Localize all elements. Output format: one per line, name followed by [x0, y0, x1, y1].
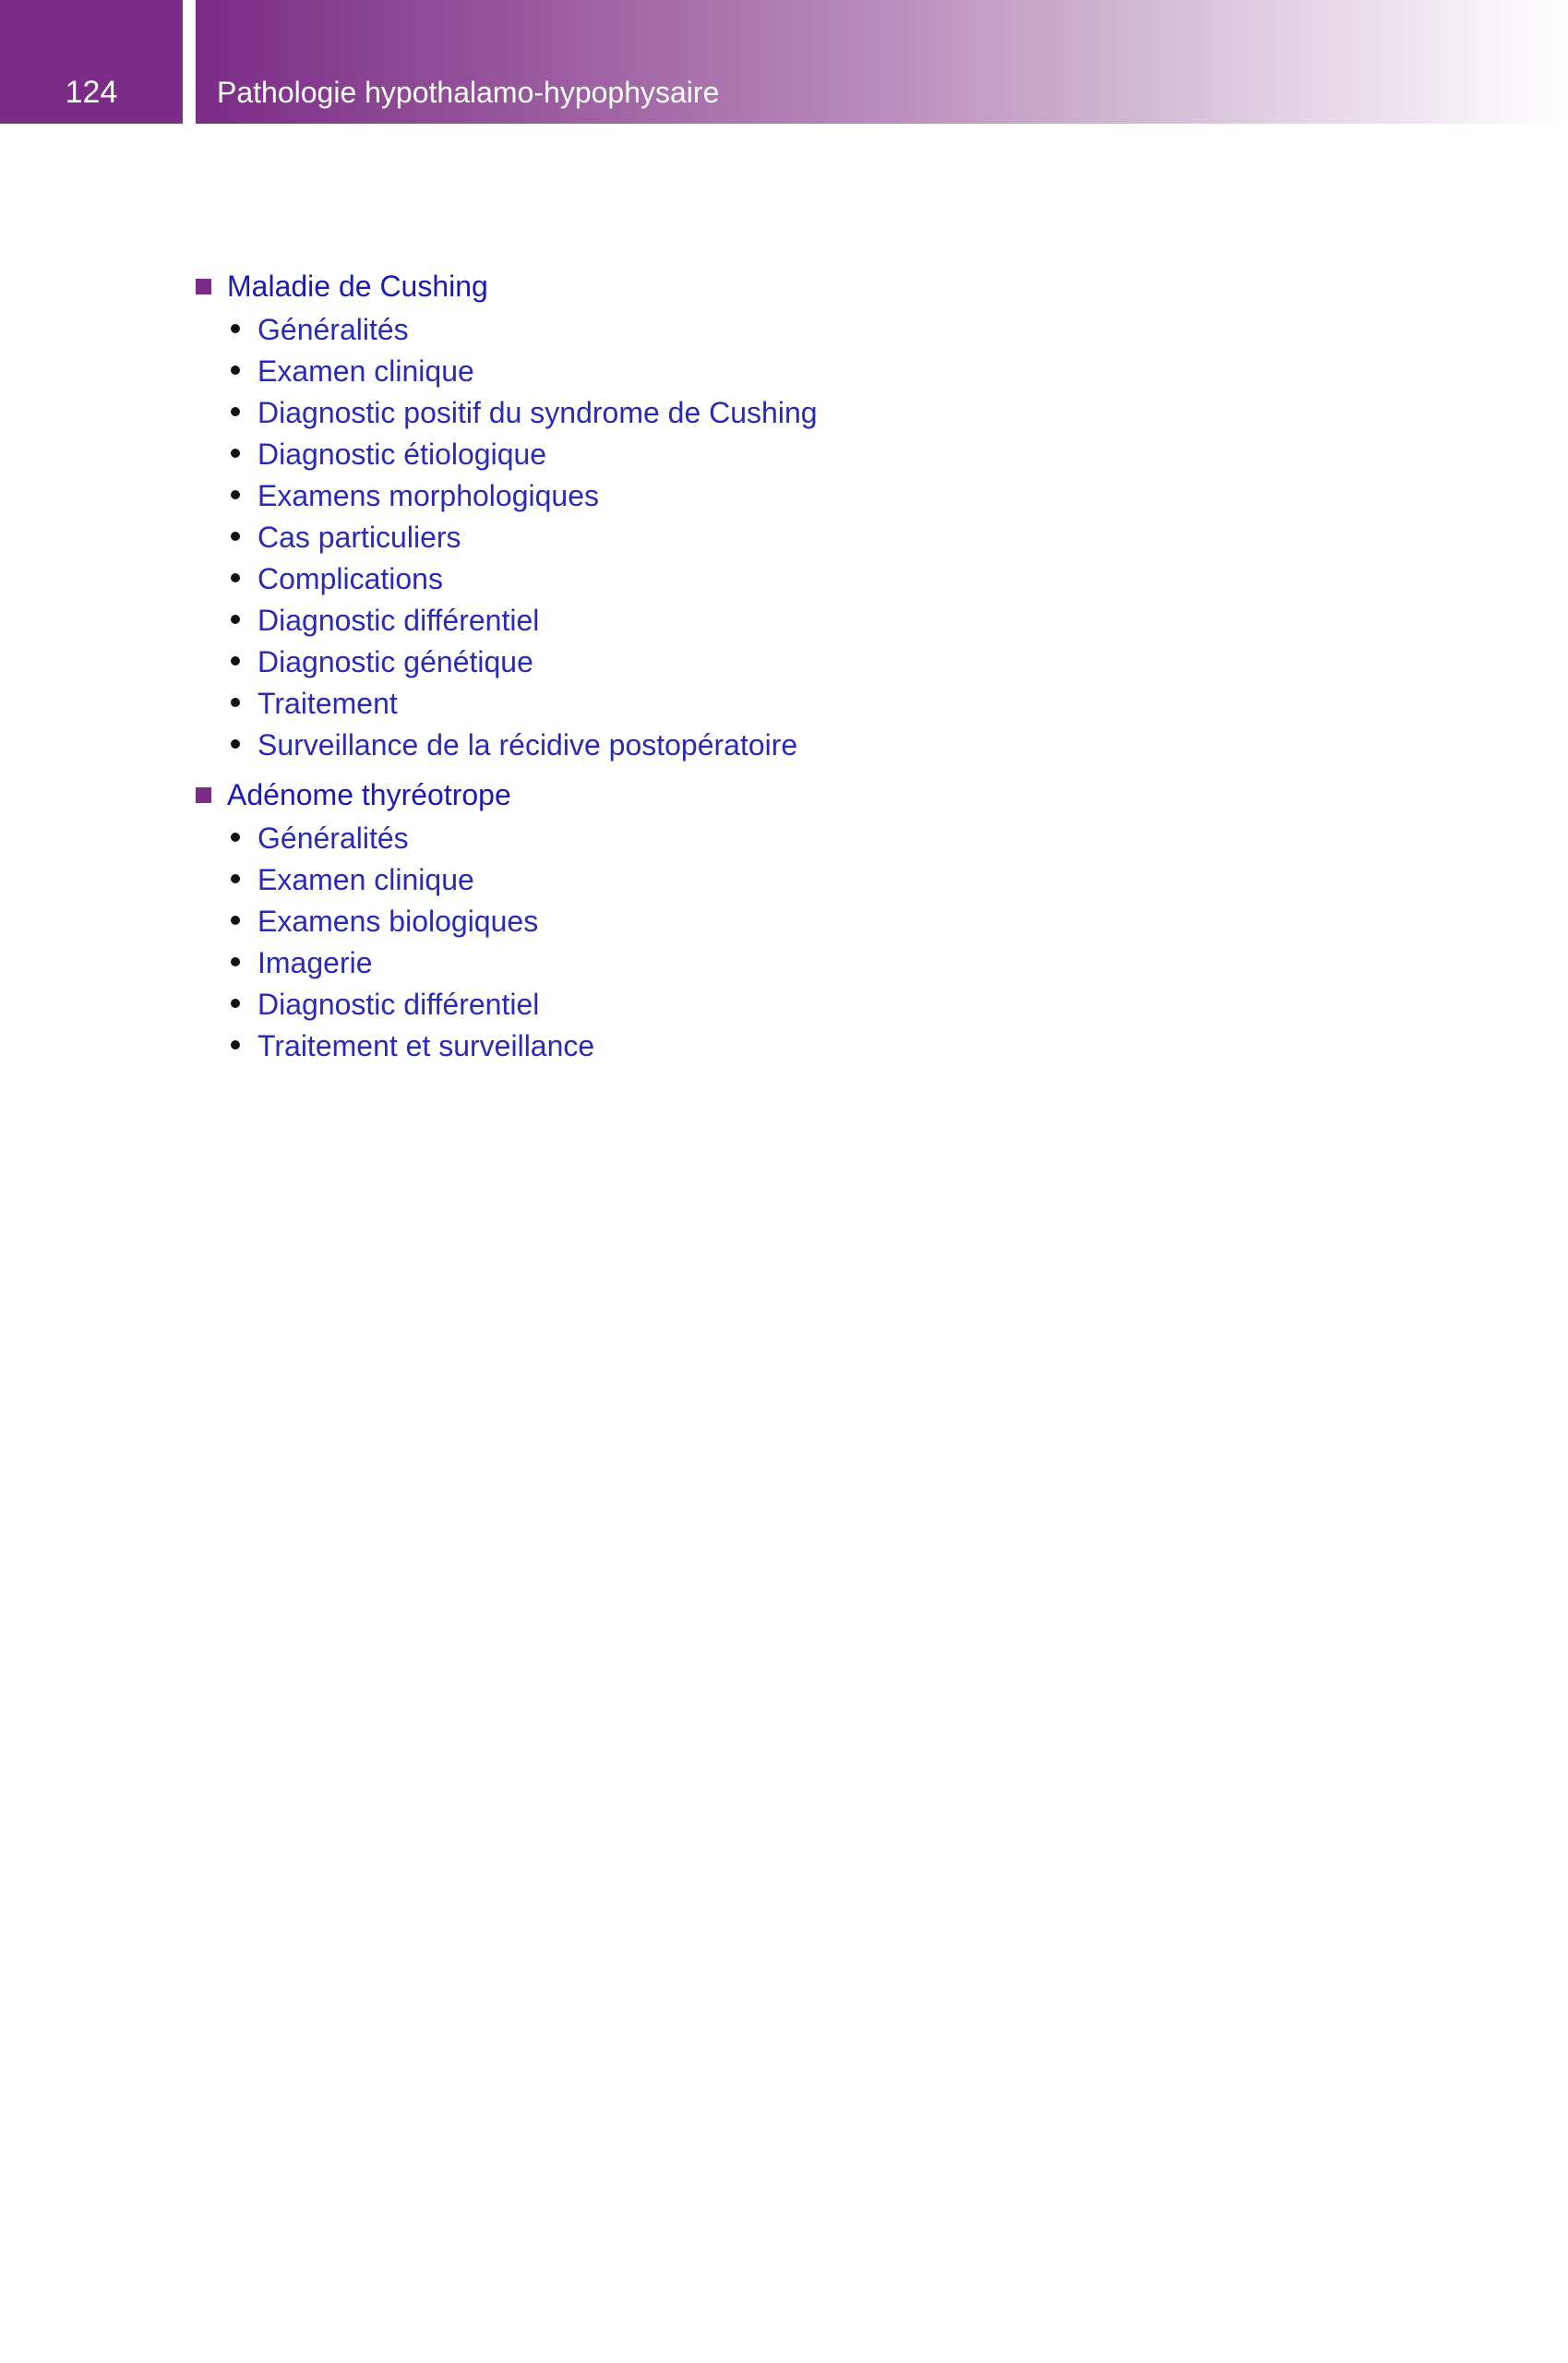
square-bullet-icon — [196, 279, 211, 294]
toc-item-label: Diagnostic positif du syndrome de Cushing — [257, 396, 818, 429]
toc-item[interactable] — [196, 475, 1303, 517]
bullet-icon — [231, 1040, 240, 1050]
bullet-icon — [231, 532, 240, 541]
toc-item[interactable] — [196, 351, 1303, 392]
toc-item[interactable] — [196, 984, 1303, 1026]
toc-item[interactable] — [196, 683, 1303, 725]
bullet-icon — [231, 366, 240, 375]
bullet-icon — [231, 957, 240, 966]
bullet-icon — [231, 490, 240, 499]
bullet-icon — [231, 324, 240, 333]
header-divider — [183, 0, 196, 124]
toc-item[interactable] — [196, 818, 1303, 859]
bullet-icon — [231, 739, 240, 749]
toc-item-label: Cas particuliers — [257, 521, 461, 554]
square-bullet-icon — [196, 787, 211, 803]
toc-item[interactable] — [196, 725, 1303, 766]
toc-item[interactable] — [196, 642, 1303, 683]
toc-item[interactable] — [196, 1026, 1303, 1067]
bullet-icon — [231, 698, 240, 707]
toc-item[interactable] — [196, 434, 1303, 475]
bullet-icon — [231, 916, 240, 925]
section-title: Adénome thyréotrope — [227, 778, 511, 811]
toc-item-label: Traitement — [257, 687, 398, 720]
toc-item-label: Diagnostic différentiel — [257, 988, 540, 1021]
toc-item[interactable] — [196, 859, 1303, 901]
section-heading[interactable] — [196, 772, 1303, 818]
toc-section-thyreotrope — [196, 772, 1303, 1067]
toc-item-label: Généralités — [257, 822, 409, 855]
section-title: Maladie de Cushing — [227, 270, 488, 303]
toc-item-label: Diagnostic étiologique — [257, 438, 547, 471]
toc-item-label: Complications — [257, 562, 443, 595]
page-header — [0, 0, 1568, 124]
toc-item-label: Imagerie — [257, 946, 373, 979]
bullet-icon — [231, 874, 240, 883]
toc-item-label: Examens biologiques — [257, 905, 539, 938]
toc-item-label: Généralités — [257, 313, 409, 346]
toc-item-label: Examen clinique — [257, 354, 474, 388]
toc-item[interactable] — [196, 600, 1303, 642]
bullet-icon — [231, 833, 240, 842]
toc-item-label: Surveillance de la récidive postopératoire — [257, 728, 798, 762]
page-number: 124 — [65, 75, 118, 110]
toc-item[interactable] — [196, 517, 1303, 558]
bullet-icon — [231, 449, 240, 458]
bullet-icon — [231, 999, 240, 1008]
toc-item[interactable] — [196, 942, 1303, 984]
toc-item[interactable] — [196, 901, 1303, 942]
toc-item-label: Diagnostic différentiel — [257, 604, 540, 637]
bullet-icon — [231, 407, 240, 416]
bullet-icon — [231, 573, 240, 582]
section-heading[interactable] — [196, 263, 1303, 309]
bullet-icon — [231, 615, 240, 624]
toc-item[interactable] — [196, 392, 1303, 434]
table-of-contents — [196, 263, 1303, 1073]
toc-item-label: Examen clinique — [257, 863, 474, 896]
toc-item-label: Examens morphologiques — [257, 479, 599, 512]
bullet-icon — [231, 656, 240, 666]
toc-item[interactable] — [196, 309, 1303, 351]
toc-item[interactable] — [196, 558, 1303, 600]
toc-item-label: Traitement et surveillance — [257, 1029, 595, 1062]
toc-item-label: Diagnostic génétique — [257, 645, 533, 678]
running-title: Pathologie hypothalamo-hypophysaire — [217, 76, 720, 109]
page-number-box — [0, 0, 183, 124]
toc-section-cushing — [196, 263, 1303, 766]
